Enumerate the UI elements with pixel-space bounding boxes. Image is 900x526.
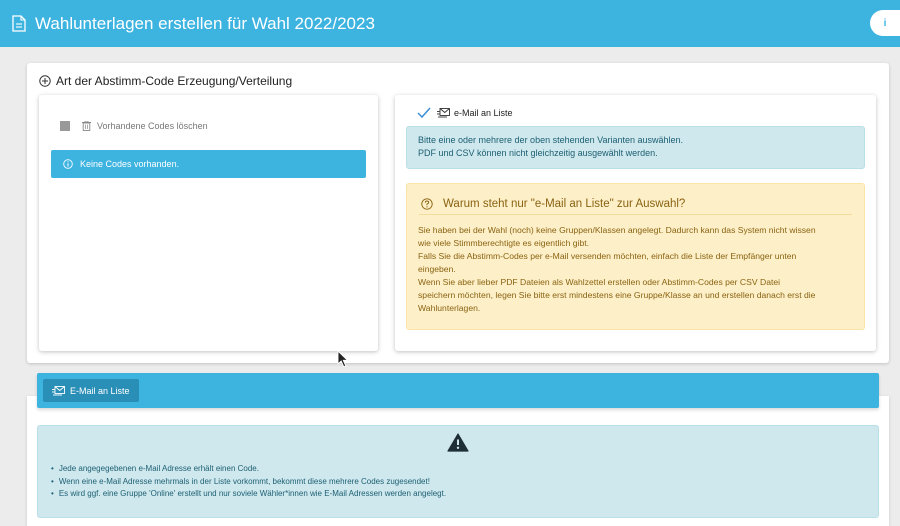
section-header[interactable] [39, 74, 292, 88]
email-list-card [27, 396, 889, 526]
warning-title: Warum steht nur "e-Mail an Liste" zur Auswahl? [443, 198, 686, 210]
list-item: • Jede angegegebenen e-Mail Adresse erhält einen Code. [51, 463, 446, 476]
email-list-button[interactable] [43, 379, 139, 402]
option-email-list[interactable] [417, 107, 513, 119]
no-codes-label: Keine Codes vorhanden. [80, 159, 180, 169]
info-line: Bitte eine oder mehrere der oben stehenden Varianten auswählen. [418, 135, 684, 145]
delete-codes-checkbox[interactable] [60, 121, 70, 131]
document-icon [12, 15, 26, 32]
info-line: PDF und CSV können nicht gleichzeitig ausgewählt werden. [418, 148, 658, 158]
mail-list-icon [437, 108, 450, 118]
warning-body [407, 215, 864, 324]
warning-line: Wahlunterlagen. [418, 303, 481, 313]
question-circle-icon [421, 198, 433, 210]
code-generation-card [27, 63, 889, 363]
trash-icon [82, 121, 91, 131]
mouse-cursor-icon [337, 350, 349, 368]
warning-line: speichern möchten, legen Sie bitte erst mindestens eine Gruppe/Klasse an und erstellen danach erst die [418, 290, 816, 300]
email-list-button-label: E-Mail an Liste [70, 385, 130, 396]
info-button[interactable] [870, 10, 900, 36]
warning-header [407, 184, 864, 214]
no-codes-alert [51, 150, 366, 178]
warning-line: Wenn Sie aber lieber PDF Dateien als Wahlzettel erstellen oder Abstimm-Codes per CSV Datei [418, 277, 781, 287]
distribution-options-panel [395, 95, 876, 351]
info-circle-icon [63, 159, 73, 169]
warning-triangle-icon [447, 433, 469, 452]
delete-codes-option[interactable] [60, 121, 208, 131]
mail-list-icon [52, 386, 65, 396]
warning-line: Falls Sie die Abstimm-Codes per e-Mail versenden möchten, einfach die Liste der Empfänger unten [418, 251, 797, 261]
circle-plus-icon [39, 75, 51, 87]
delete-codes-label: Vorhandene Codes löschen [97, 121, 208, 131]
warning-box [406, 183, 865, 330]
info-bullet-list [51, 463, 446, 501]
existing-codes-panel [39, 95, 378, 351]
option-email-list-label: e-Mail an Liste [454, 108, 513, 118]
info-icon: i [883, 17, 887, 29]
checkmark-icon [417, 107, 431, 119]
warning-line: wie viele Stimmberechtigte es eigentlich gibt. [418, 238, 590, 248]
email-info-alert [37, 425, 879, 518]
email-list-bar [37, 373, 879, 408]
selection-info-box [406, 126, 865, 169]
section-title: Art der Abstimm-Code Erzeugung/Verteilung [56, 74, 293, 88]
list-item: • Wenn eine e-Mail Adresse mehrmals in der Liste vorkommt, bekommt diese mehrere Codes zugesendet! [51, 476, 446, 489]
warning-line: eingeben. [418, 264, 456, 274]
warning-line: Sie haben bei der Wahl (noch) keine Gruppen/Klassen angelegt. Dadurch kann das System nicht wissen [418, 225, 816, 235]
header-bar [0, 0, 900, 47]
list-item: • Es wird ggf. eine Gruppe 'Online' erstellt und nur soviele Wähler*innen wie E-Mail Adressen werden angelegt. [51, 488, 446, 501]
page-title: Wahlunterlagen erstellen für Wahl 2022/2023 [35, 13, 375, 33]
